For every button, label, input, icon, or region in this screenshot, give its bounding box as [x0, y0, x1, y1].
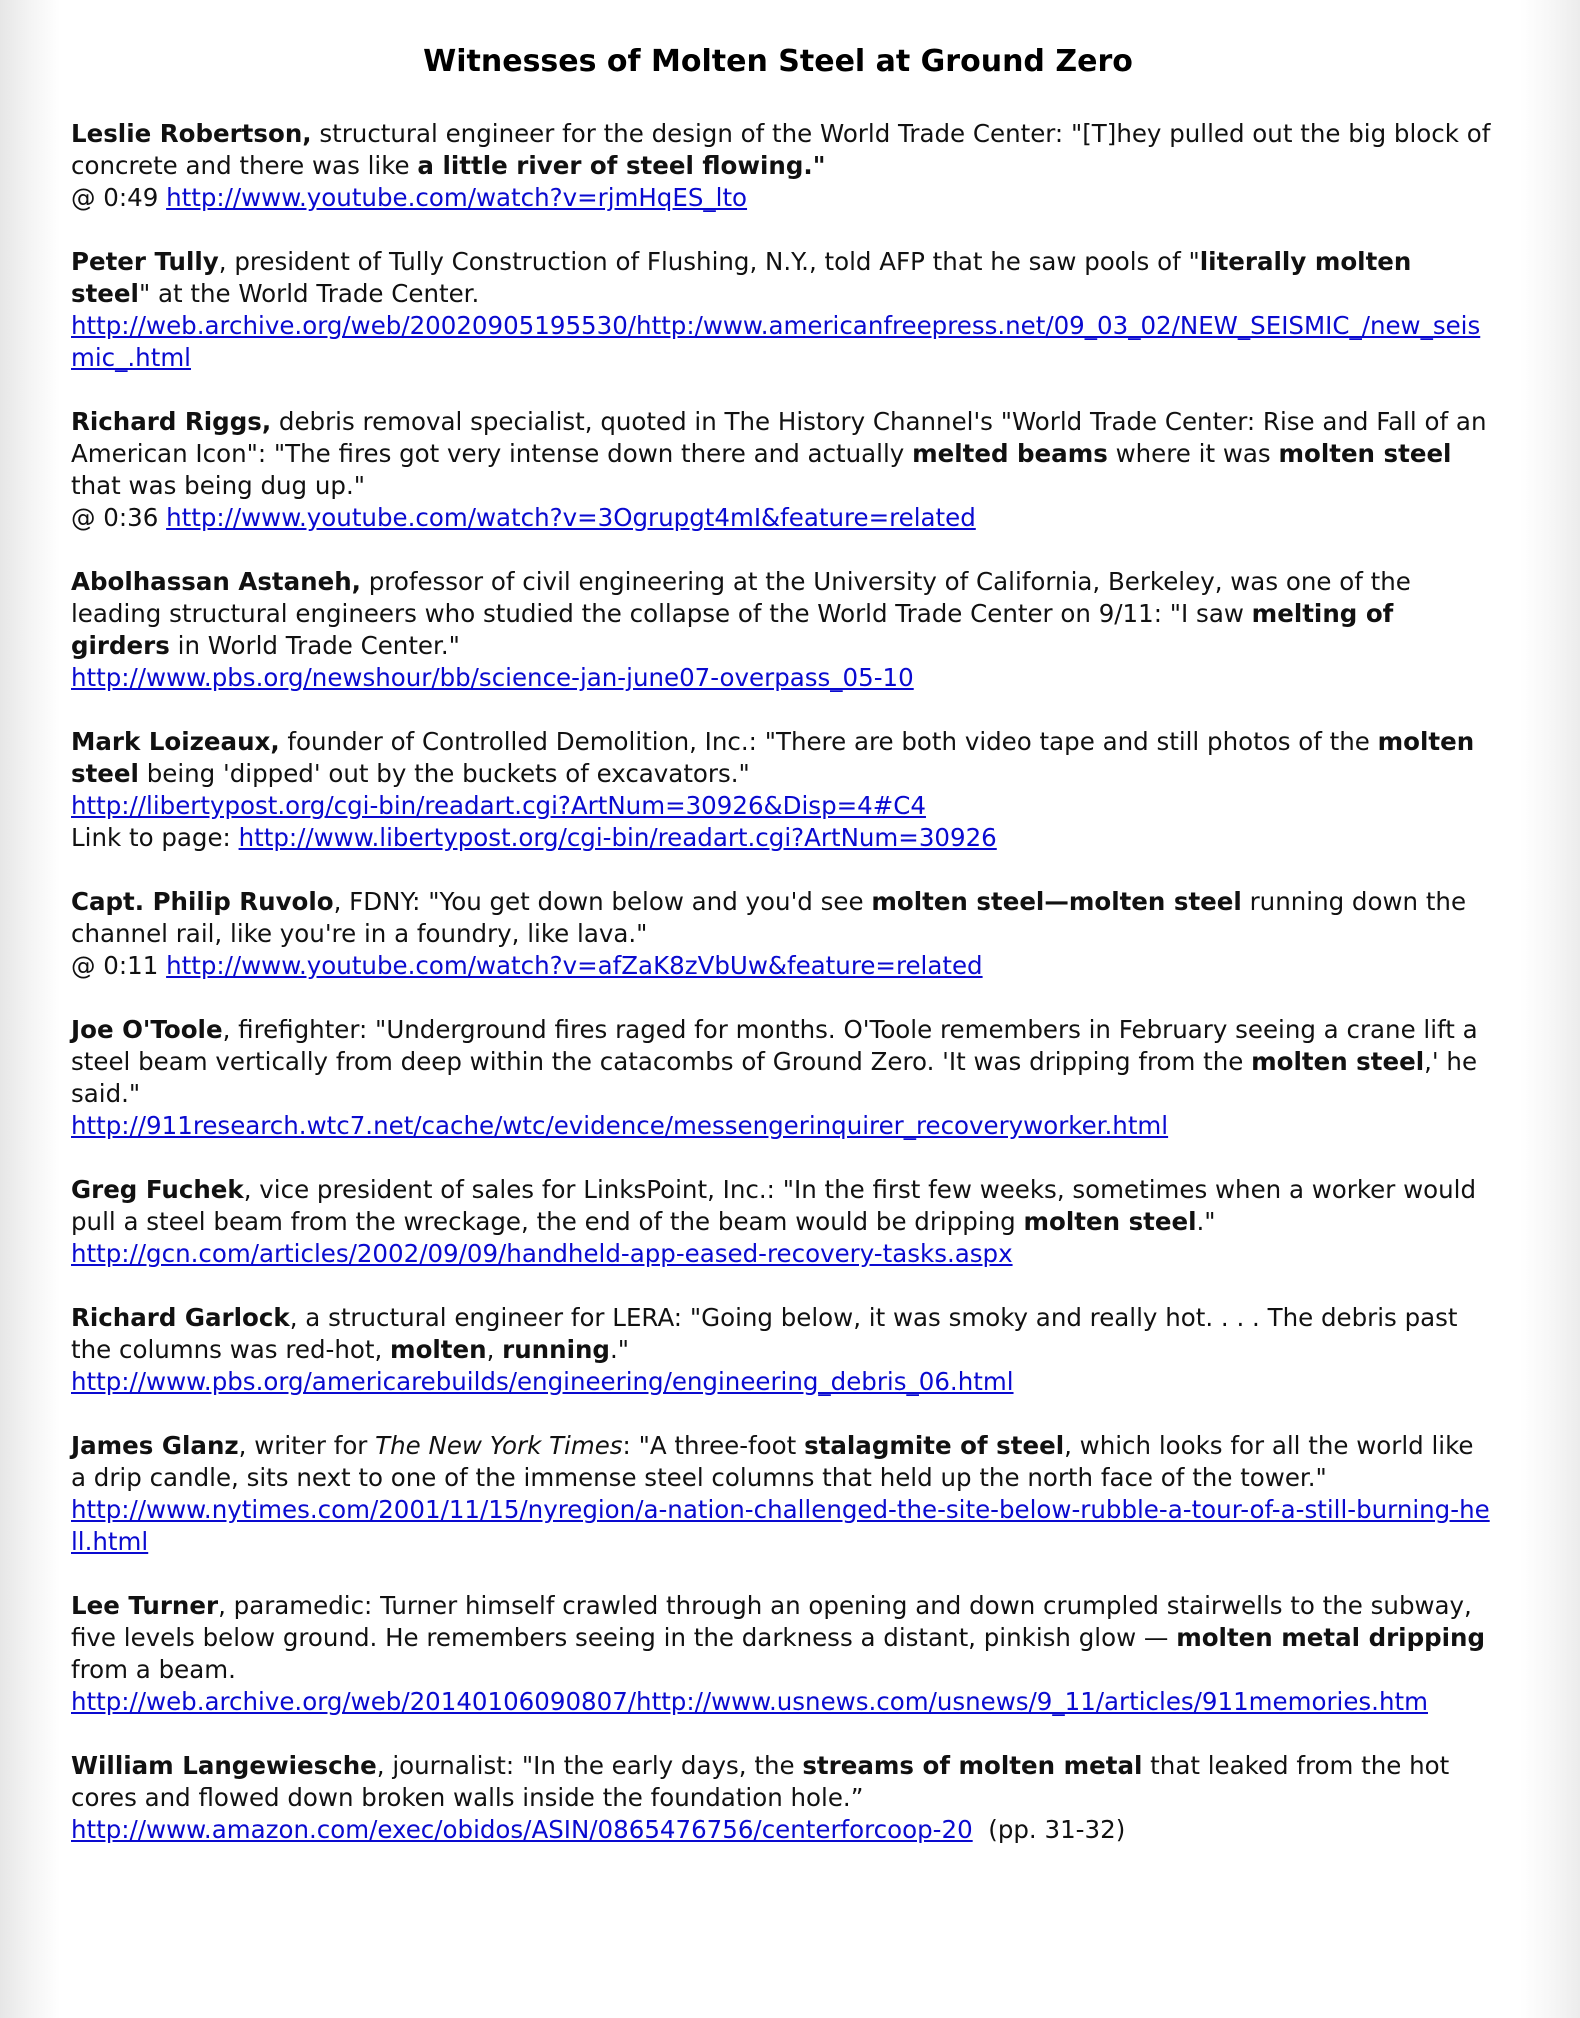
source-link[interactable]: http://www.pbs.org/newshour/bb/science-jan-june07-overpass_05-10 — [71, 663, 914, 692]
page-reference: (pp. 31-32) — [972, 1815, 1126, 1844]
source-line — [71, 502, 1491, 534]
source-link[interactable]: http://web.archive.org/web/20020905195530/http:/www.americanfreepress.net/09_03_02/NEW_SEISMIC_/new_seismic_.html — [71, 311, 1481, 372]
witness-name: Richard Riggs, — [71, 407, 272, 436]
witness-entry-langewiesche — [71, 1750, 1491, 1846]
witness-quote: Richard Riggs, debris removal specialist, quoted in The History Channel's "World Trade Center: Rise and Fall of an American Icon": "The fires got very intense down there and actually melted beams where it was molten steel that was being dug up." — [71, 407, 1487, 500]
witness-quote: James Glanz, writer for The New York Times: "A three-foot stalagmite of steel, which looks for all the world like a drip candle, sits next to one of the immense steel columns that held up the north face of the tower." — [71, 1431, 1474, 1492]
witness-quote: Richard Garlock, a structural engineer for LERA: "Going below, it was smoky and really hot. . . . The debris past the columns was red-hot, molten, running." — [71, 1303, 1458, 1364]
witness-quote: Mark Loizeaux, founder of Controlled Demolition, Inc.: "There are both video tape and still photos of the molten steel being 'dipped' out by the buckets of excavators." — [71, 727, 1475, 788]
witness-entry-garlock — [71, 1302, 1491, 1398]
witness-list — [71, 118, 1491, 1878]
witness-quote: Lee Turner, paramedic: Turner himself crawled through an opening and down crumpled stairwells to the subway, five levels below ground. He remembers seeing in the darkness a distant, pinkish glow — molten metal dripping from a beam. — [71, 1591, 1486, 1684]
witness-entry-fuchek — [71, 1174, 1491, 1270]
witness-name: William Langewiesche — [71, 1751, 377, 1780]
timestamp: @ 0:11 — [71, 951, 167, 980]
witness-name: Peter Tully — [71, 247, 219, 276]
witness-entry-robertson — [71, 118, 1491, 214]
source-line — [71, 1494, 1491, 1558]
witness-quote: Leslie Robertson, structural engineer for the design of the World Trade Center: "[T]hey pulled out the big block of concrete and there was like a little river of steel flowing." — [71, 119, 1491, 180]
source-link[interactable]: http://web.archive.org/web/20140106090807/http://www.usnews.com/usnews/9_11/articles/911memories.htm — [71, 1687, 1428, 1716]
page-link[interactable]: http://www.libertypost.org/cgi-bin/readart.cgi?ArtNum=30926 — [238, 823, 997, 852]
witness-quote: Joe O'Toole, firefighter: "Underground fires raged for months. O'Toole remembers in February seeing a crane lift a steel beam vertically from deep within the catacombs of Ground Zero. 'It was dripping from the molten steel,' he said." — [71, 1015, 1478, 1108]
source-link[interactable]: http://www.amazon.com/exec/obidos/ASIN/0865476756/centerforcoop-20 — [71, 1815, 973, 1844]
witness-name: Mark Loizeaux, — [71, 727, 280, 756]
witness-name: Lee Turner — [71, 1591, 219, 1620]
witness-name: Richard Garlock — [71, 1303, 290, 1332]
source-link[interactable]: http://www.youtube.com/watch?v=3Ogrupgt4mI&feature=related — [166, 503, 976, 532]
witness-entry-ruvolo — [71, 886, 1491, 982]
witness-entry-riggs — [71, 406, 1491, 534]
source-line — [71, 1238, 1491, 1270]
source-line — [71, 310, 1491, 374]
source-link[interactable]: http://www.youtube.com/watch?v=rjmHqES_lto — [166, 183, 748, 212]
witness-entry-loizeaux — [71, 726, 1491, 854]
page-title: Witnesses of Molten Steel at Ground Zero — [423, 44, 1133, 79]
witness-quote: William Langewiesche, journalist: "In the early days, the streams of molten metal that leaked from the hot cores and flowed down broken walls inside the foundation hole.” — [71, 1751, 1450, 1812]
source-line — [71, 1110, 1491, 1142]
source-link[interactable]: http://gcn.com/articles/2002/09/09/handheld-app-eased-recovery-tasks.aspx — [71, 1239, 1013, 1268]
link-prefix: Link to page: — [71, 823, 239, 852]
source-link[interactable]: http://libertypost.org/cgi-bin/readart.cgi?ArtNum=30926&Disp=4#C4 — [71, 791, 926, 820]
witness-name: James Glanz — [71, 1431, 239, 1460]
source-line — [71, 790, 1491, 822]
witness-entry-glanz — [71, 1430, 1491, 1558]
witness-quote: Capt. Philip Ruvolo, FDNY: "You get down below and you'd see molten steel—molten steel running down the channel rail, like you're in a foundry, like lava." — [71, 887, 1467, 948]
source-line — [71, 950, 1491, 982]
witness-entry-otoole — [71, 1014, 1491, 1142]
source-link[interactable]: http://www.youtube.com/watch?v=afZaK8zVbUw&feature=related — [166, 951, 983, 980]
source-line — [71, 662, 1491, 694]
source-line-page — [71, 822, 1491, 854]
witness-name: Leslie Robertson, — [71, 119, 312, 148]
timestamp: @ 0:49 — [71, 183, 167, 212]
source-line — [71, 1814, 1491, 1846]
witness-quote: Greg Fuchek, vice president of sales for LinksPoint, Inc.: "In the first few weeks, sometimes when a worker would pull a steel beam from the wreckage, the end of the beam would be dripping molten steel." — [71, 1175, 1477, 1236]
witness-name: Greg Fuchek — [71, 1175, 244, 1204]
source-line — [71, 1366, 1491, 1398]
source-link[interactable]: http://www.nytimes.com/2001/11/15/nyregion/a-nation-challenged-the-site-below-rubble-a-tour-of-a-still-burning-hell.html — [71, 1495, 1490, 1556]
witness-entry-turner — [71, 1590, 1491, 1718]
source-link[interactable]: http://www.pbs.org/americarebuilds/engineering/engineering_debris_06.html — [71, 1367, 1014, 1396]
witness-name: Abolhassan Astaneh, — [71, 567, 361, 596]
witness-name: Joe O'Toole — [71, 1015, 223, 1044]
source-line — [71, 182, 1491, 214]
witness-quote: Abolhassan Astaneh, professor of civil engineering at the University of California, Berkeley, was one of the leading structural engineers who studied the collapse of the World Trade Center on 9/11: "I saw melting of girders in World Trade Center." — [71, 567, 1411, 660]
witness-entry-tully — [71, 246, 1491, 374]
source-line — [71, 1686, 1491, 1718]
witness-entry-astaneh — [71, 566, 1491, 694]
publication-title: The New York Times — [375, 1431, 623, 1460]
witness-name: Capt. Philip Ruvolo — [71, 887, 334, 916]
source-link[interactable]: http://911research.wtc7.net/cache/wtc/evidence/messengerinquirer_recoveryworker.html — [71, 1111, 1169, 1140]
witness-quote: Peter Tully, president of Tully Construction of Flushing, N.Y., told AFP that he saw pools of "literally molten steel" at the World Trade Center. — [71, 247, 1412, 308]
timestamp: @ 0:36 — [71, 503, 167, 532]
